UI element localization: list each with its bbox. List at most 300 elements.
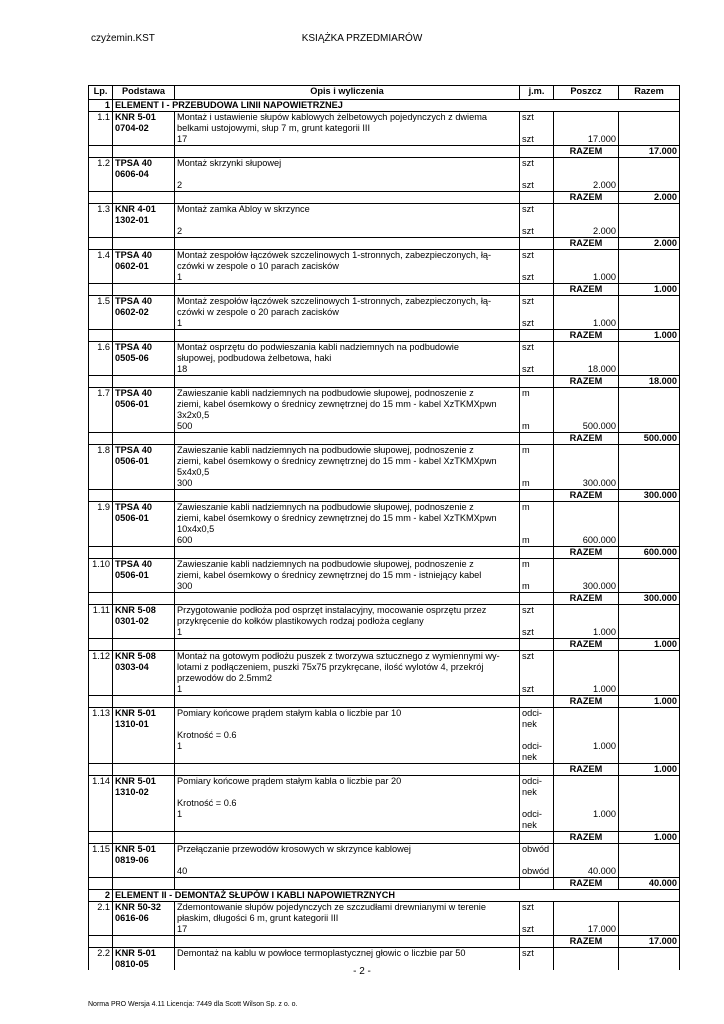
calc-razem-empty — [619, 421, 680, 433]
document-title: KSIĄŻKA PRZEDMIARÓW — [301, 33, 423, 44]
razem-row — [89, 490, 680, 502]
calc-lp-empty — [89, 809, 113, 832]
item-number: 1.15 — [89, 844, 113, 867]
razem-basis-empty — [113, 192, 175, 204]
item-description: czówki w zespole o 10 parach zacisków — [175, 261, 520, 272]
item-poszcz-empty — [554, 353, 619, 364]
calc-expression: 600 — [175, 535, 520, 547]
item-row — [89, 902, 680, 914]
item-number-empty — [89, 798, 113, 809]
calc-lp-empty — [89, 421, 113, 433]
razem-row — [89, 878, 680, 890]
razem-unit-empty — [520, 284, 554, 296]
item-number-empty — [89, 513, 113, 524]
item-unit: odci- nek — [520, 708, 554, 731]
item-basis-ref: 0704-02 — [115, 123, 149, 133]
item-description: Zawieszanie kabli nadziemnych na podbudowie słupowej, podnoszenie z — [175, 502, 520, 514]
item-description: 5x4x0,5 — [175, 467, 520, 478]
calc-razem-empty — [619, 478, 680, 490]
calc-value: 500.000 — [554, 421, 619, 433]
item-poszcz-empty — [554, 502, 619, 514]
calc-value: 600.000 — [554, 535, 619, 547]
item-unit: szt — [520, 204, 554, 227]
item-basis-ref: 1310-02 — [115, 787, 149, 797]
razem-desc-empty — [175, 433, 520, 445]
item-poszcz-empty — [554, 250, 619, 262]
calc-lp-empty — [89, 924, 113, 936]
razem-lp-empty — [89, 936, 113, 948]
razem-label: RAZEM — [554, 284, 619, 296]
item-basis-ref: 0506-01 — [115, 399, 149, 409]
calc-unit: m — [520, 535, 554, 547]
item-number-empty — [89, 399, 113, 410]
item-poszcz-empty — [554, 673, 619, 684]
table-body — [89, 100, 680, 971]
razem-unit-empty — [520, 330, 554, 342]
razem-basis-empty — [113, 593, 175, 605]
item-description: Pomiary końcowe prądem stałym kabla o liczbie par 20 — [175, 776, 520, 799]
section-number: 2 — [89, 890, 113, 902]
item-poszcz-empty — [554, 730, 619, 741]
item-poszcz-empty — [554, 342, 619, 354]
item-unit: m — [520, 445, 554, 457]
item-unit: m — [520, 388, 554, 400]
razem-label: RAZEM — [554, 696, 619, 708]
calc-basis-empty — [113, 318, 175, 330]
razem-unit-empty — [520, 238, 554, 250]
item-description: ziemi, kabel ósemkowy o średnicy zewnętrznej do 15 mm - kabel XzTKMXpwn — [175, 456, 520, 467]
item-poszcz-empty — [554, 513, 619, 524]
razem-basis-empty — [113, 238, 175, 250]
item-row — [89, 616, 680, 627]
item-description: 3x2x0,5 — [175, 410, 520, 421]
razem-row — [89, 936, 680, 948]
item-basis-ref: 0506-01 — [115, 456, 149, 466]
item-razem-empty — [619, 250, 680, 262]
item-row — [89, 559, 680, 571]
item-basis — [113, 502, 175, 536]
item-basis — [113, 605, 175, 628]
razem-label: RAZEM — [554, 376, 619, 388]
calc-expression: 1 — [175, 627, 520, 639]
item-razem-empty — [619, 570, 680, 581]
calc-unit: szt — [520, 134, 554, 146]
calc-value: 1.000 — [554, 627, 619, 639]
item-number: 1.4 — [89, 250, 113, 262]
item-row — [89, 342, 680, 354]
calc-lp-empty — [89, 134, 113, 146]
razem-desc-empty — [175, 330, 520, 342]
item-number: 1.3 — [89, 204, 113, 227]
item-description: Przygotowanie podłoża pod osprzęt instalacyjny, mocowanie osprzętu przez — [175, 605, 520, 617]
item-unit: szt — [520, 342, 554, 354]
calc-value: 1.000 — [554, 684, 619, 696]
calc-expression: 17 — [175, 924, 520, 936]
item-number: 2.1 — [89, 902, 113, 914]
razem-row — [89, 284, 680, 296]
item-poszcz-empty — [554, 844, 619, 867]
item-basis-code: KNR 5-01 — [115, 112, 156, 122]
item-poszcz-empty — [554, 524, 619, 535]
calc-row — [89, 364, 680, 376]
calc-basis-empty — [113, 684, 175, 696]
item-basis-ref: 0819-06 — [115, 855, 149, 865]
item-basis — [113, 445, 175, 479]
item-razem-empty — [619, 730, 680, 741]
col-header-opis: Opis i wyliczenia — [175, 86, 520, 100]
razem-label: RAZEM — [554, 330, 619, 342]
col-header-poszcz: Poszcz — [554, 86, 619, 100]
calc-razem-empty — [619, 627, 680, 639]
calc-row — [89, 134, 680, 146]
calc-lp-empty — [89, 684, 113, 696]
razem-desc-empty — [175, 593, 520, 605]
item-number-empty — [89, 307, 113, 318]
razem-unit-empty — [520, 192, 554, 204]
item-basis-code: TPSA 40 — [115, 388, 152, 398]
section-row — [89, 890, 680, 902]
item-row — [89, 513, 680, 524]
razem-unit-empty — [520, 878, 554, 890]
item-description: Montaż skrzynki słupowej — [175, 158, 520, 181]
calc-value: 2.000 — [554, 180, 619, 192]
calc-unit: m — [520, 581, 554, 593]
item-row — [89, 353, 680, 364]
calc-basis-empty — [113, 627, 175, 639]
calc-row — [89, 627, 680, 639]
item-number-empty — [89, 730, 113, 741]
item-poszcz-empty — [554, 798, 619, 809]
item-poszcz-empty — [554, 261, 619, 272]
item-razem-empty — [619, 524, 680, 535]
item-basis-ref: 0506-01 — [115, 513, 149, 523]
item-number: 1.12 — [89, 651, 113, 663]
calc-razem-empty — [619, 272, 680, 284]
item-razem-empty — [619, 445, 680, 457]
calc-row — [89, 924, 680, 936]
razem-row — [89, 238, 680, 250]
calc-lp-empty — [89, 535, 113, 547]
item-description: Montaż na gotowym podłożu puszek z tworzywa sztucznego z wymiennymi wy- — [175, 651, 520, 663]
section-title: ELEMENT II - DEMONTAŻ SŁUPÓW I KABLI NAPOWIETRZNYCH — [113, 890, 680, 902]
item-razem-empty — [619, 844, 680, 867]
razem-desc-empty — [175, 490, 520, 502]
item-basis — [113, 776, 175, 810]
item-row — [89, 112, 680, 124]
item-description: ziemi, kabel ósemkowy o średnicy zewnętrznej do 15 mm - kabel XzTKMXpwn — [175, 513, 520, 524]
calc-basis-empty — [113, 924, 175, 936]
item-poszcz-empty — [554, 410, 619, 421]
item-razem-empty — [619, 456, 680, 467]
razem-lp-empty — [89, 330, 113, 342]
item-basis — [113, 204, 175, 227]
calc-razem-empty — [619, 741, 680, 764]
item-poszcz-empty — [554, 776, 619, 799]
calc-value: 300.000 — [554, 478, 619, 490]
item-unit: m — [520, 559, 554, 571]
razem-value: 1.000 — [619, 284, 680, 296]
item-description: Pomiary końcowe prądem stałym kabla o liczbie par 10 — [175, 708, 520, 731]
item-row — [89, 776, 680, 799]
item-number: 1.7 — [89, 388, 113, 400]
item-row — [89, 570, 680, 581]
item-basis — [113, 112, 175, 135]
razem-label: RAZEM — [554, 238, 619, 250]
item-poszcz-empty — [554, 605, 619, 617]
calc-lp-empty — [89, 226, 113, 238]
item-row — [89, 651, 680, 663]
calc-row — [89, 180, 680, 192]
razem-label: RAZEM — [554, 433, 619, 445]
razem-value: 2.000 — [619, 238, 680, 250]
calc-unit: szt — [520, 318, 554, 330]
item-basis-ref: 1302-01 — [115, 215, 149, 225]
razem-basis-empty — [113, 832, 175, 844]
item-razem-empty — [619, 296, 680, 308]
calc-razem-empty — [619, 364, 680, 376]
razem-lp-empty — [89, 547, 113, 559]
item-poszcz-empty — [554, 388, 619, 400]
item-basis-code: TPSA 40 — [115, 342, 152, 352]
item-poszcz-empty — [554, 399, 619, 410]
item-description: Zawieszanie kabli nadziemnych na podbudowie słupowej, podnoszenie z — [175, 445, 520, 457]
item-number: 2.2 — [89, 948, 113, 971]
razem-desc-empty — [175, 639, 520, 651]
item-basis-code: KNR 5-08 — [115, 651, 156, 661]
item-basis-code: KNR 5-01 — [115, 948, 156, 958]
item-razem-empty — [619, 261, 680, 272]
item-razem-empty — [619, 388, 680, 400]
razem-row — [89, 433, 680, 445]
item-razem-empty — [619, 913, 680, 924]
razem-unit-empty — [520, 547, 554, 559]
section-title: ELEMENT I - PRZEBUDOWA LINII NAPOWIETRZNEJ — [113, 100, 680, 112]
item-poszcz-empty — [554, 662, 619, 673]
calc-expression: 300 — [175, 478, 520, 490]
item-basis-ref: 0602-01 — [115, 261, 149, 271]
calc-unit: szt — [520, 272, 554, 284]
item-unit — [520, 307, 554, 318]
calc-row — [89, 478, 680, 490]
razem-lp-empty — [89, 146, 113, 158]
calc-expression: 2 — [175, 180, 520, 192]
razem-basis-empty — [113, 764, 175, 776]
item-number: 1.11 — [89, 605, 113, 617]
item-unit: szt — [520, 112, 554, 124]
razem-value: 600.000 — [619, 547, 680, 559]
calc-expression: 1 — [175, 318, 520, 330]
item-poszcz-empty — [554, 559, 619, 571]
item-row — [89, 445, 680, 457]
calc-razem-empty — [619, 535, 680, 547]
razem-row — [89, 376, 680, 388]
calc-basis-empty — [113, 535, 175, 547]
razem-value: 17.000 — [619, 936, 680, 948]
razem-label: RAZEM — [554, 832, 619, 844]
item-basis-ref: 0616-06 — [115, 913, 149, 923]
item-basis — [113, 296, 175, 319]
item-number-empty — [89, 261, 113, 272]
razem-lp-empty — [89, 490, 113, 502]
calc-basis-empty — [113, 180, 175, 192]
item-number: 1.8 — [89, 445, 113, 457]
calc-value: 1.000 — [554, 272, 619, 284]
razem-label: RAZEM — [554, 764, 619, 776]
item-basis-ref: 0301-02 — [115, 616, 149, 626]
item-unit — [520, 353, 554, 364]
razem-desc-empty — [175, 238, 520, 250]
calc-expression: 1 — [175, 809, 520, 832]
item-basis-code: TPSA 40 — [115, 250, 152, 260]
item-description: Zawieszanie kabli nadziemnych na podbudowie słupowej, podnoszenie z — [175, 388, 520, 400]
calc-unit: szt — [520, 627, 554, 639]
razem-desc-empty — [175, 936, 520, 948]
calc-basis-empty — [113, 741, 175, 764]
calc-lp-empty — [89, 364, 113, 376]
razem-value: 500.000 — [619, 433, 680, 445]
razem-unit-empty — [520, 433, 554, 445]
calc-expression: 500 — [175, 421, 520, 433]
item-razem-empty — [619, 798, 680, 809]
razem-value: 1.000 — [619, 832, 680, 844]
item-number: 1.5 — [89, 296, 113, 308]
item-description: 10x4x0,5 — [175, 524, 520, 535]
item-number: 1.13 — [89, 708, 113, 731]
item-unit: szt — [520, 296, 554, 308]
item-basis-ref: 0303-04 — [115, 662, 149, 672]
item-poszcz-empty — [554, 467, 619, 478]
calc-razem-empty — [619, 809, 680, 832]
item-basis-code: KNR 4-01 — [115, 204, 156, 214]
item-unit — [520, 673, 554, 684]
item-row — [89, 307, 680, 318]
item-razem-empty — [619, 651, 680, 663]
item-unit — [520, 662, 554, 673]
razem-basis-empty — [113, 376, 175, 388]
razem-unit-empty — [520, 490, 554, 502]
item-razem-empty — [619, 902, 680, 914]
item-number-empty — [89, 467, 113, 478]
col-header-razem: Razem — [619, 86, 680, 100]
calc-lp-empty — [89, 581, 113, 593]
item-number: 1.6 — [89, 342, 113, 354]
item-razem-empty — [619, 708, 680, 731]
item-number: 1.14 — [89, 776, 113, 799]
item-basis-code: KNR 5-01 — [115, 844, 156, 854]
item-description: Demontaż na kablu w powłoce termoplastycznej głowic o liczbie par 50 — [175, 948, 520, 971]
calc-lp-empty — [89, 180, 113, 192]
col-header-lp: Lp. — [89, 86, 113, 100]
razem-value: 18.000 — [619, 376, 680, 388]
calc-expression: 1 — [175, 684, 520, 696]
item-row — [89, 123, 680, 134]
calc-lp-empty — [89, 272, 113, 284]
razem-basis-empty — [113, 639, 175, 651]
item-row — [89, 388, 680, 400]
license-note: Norma PRO Wersja 4.11 Licencja: 7449 dla Scott Wilson Sp. z o. o. — [88, 1001, 298, 1008]
calc-basis-empty — [113, 272, 175, 284]
item-basis — [113, 158, 175, 181]
item-basis-code: TPSA 40 — [115, 559, 152, 569]
item-number: 1.10 — [89, 559, 113, 571]
item-unit: odci- nek — [520, 776, 554, 799]
item-description: Krotność = 0.6 — [175, 798, 520, 809]
item-basis-code: TPSA 40 — [115, 445, 152, 455]
calc-unit: szt — [520, 364, 554, 376]
item-razem-empty — [619, 673, 680, 684]
item-basis-code: KNR 5-01 — [115, 708, 156, 718]
calc-expression: 2 — [175, 226, 520, 238]
item-unit: szt — [520, 605, 554, 617]
item-unit: szt — [520, 948, 554, 971]
razem-row — [89, 593, 680, 605]
item-basis — [113, 902, 175, 925]
calc-basis-empty — [113, 478, 175, 490]
item-description: przykręcenie do kołków plastikowych rodzaj podłoża ceglany — [175, 616, 520, 627]
item-description: Montaż zespołów łączówek szczelinowych 1-stronnych, zabezpieczonych, łą- — [175, 250, 520, 262]
item-unit — [520, 123, 554, 134]
razem-lp-empty — [89, 764, 113, 776]
razem-basis-empty — [113, 490, 175, 502]
razem-row — [89, 639, 680, 651]
item-basis — [113, 342, 175, 365]
razem-value: 17.000 — [619, 146, 680, 158]
item-row — [89, 673, 680, 684]
item-description: przewodów do 2.5mm2 — [175, 673, 520, 684]
item-basis-ref: 0602-02 — [115, 307, 149, 317]
item-unit — [520, 456, 554, 467]
razem-basis-empty — [113, 433, 175, 445]
item-unit — [520, 730, 554, 741]
calc-basis-empty — [113, 134, 175, 146]
item-unit — [520, 513, 554, 524]
item-description: Krotność = 0.6 — [175, 730, 520, 741]
item-basis-ref: 0506-01 — [115, 570, 149, 580]
col-header-podstawa: Podstawa — [113, 86, 175, 100]
item-basis-code: TPSA 40 — [115, 296, 152, 306]
item-number-empty — [89, 570, 113, 581]
razem-desc-empty — [175, 192, 520, 204]
item-row — [89, 913, 680, 924]
razem-lp-empty — [89, 433, 113, 445]
item-number: 1.2 — [89, 158, 113, 181]
item-razem-empty — [619, 342, 680, 354]
item-description: Montaż zespołów łączówek szczelinowych 1-stronnych, zabezpieczonych, łą- — [175, 296, 520, 308]
item-poszcz-empty — [554, 708, 619, 731]
item-razem-empty — [619, 662, 680, 673]
calc-unit: odci- nek — [520, 741, 554, 764]
item-row — [89, 730, 680, 741]
item-row — [89, 605, 680, 617]
razem-row — [89, 146, 680, 158]
item-row — [89, 399, 680, 410]
calc-razem-empty — [619, 581, 680, 593]
item-number-empty — [89, 524, 113, 535]
item-basis — [113, 651, 175, 685]
item-razem-empty — [619, 307, 680, 318]
calc-basis-empty — [113, 581, 175, 593]
calc-unit: szt — [520, 684, 554, 696]
item-basis-code: TPSA 40 — [115, 502, 152, 512]
calc-basis-empty — [113, 364, 175, 376]
calc-value: 18.000 — [554, 364, 619, 376]
calc-row — [89, 809, 680, 832]
item-row — [89, 456, 680, 467]
item-basis — [113, 250, 175, 273]
item-razem-empty — [619, 399, 680, 410]
item-number-empty — [89, 616, 113, 627]
calc-value: 1.000 — [554, 318, 619, 330]
